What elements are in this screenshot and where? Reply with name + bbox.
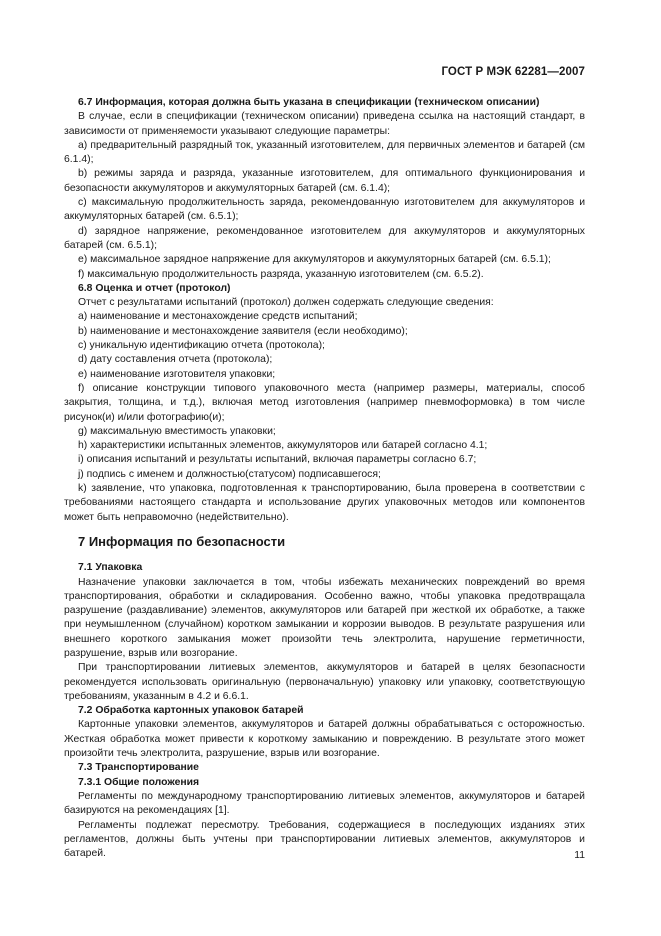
list-item: f) описание конструкции типового упаковочного места (например размеры, материалы, способ закрытия, толщина, и т.д.), включая метод изготовления (например пневмоформовка) в том числе рисунок(и) и/или фотографию(и); bbox=[64, 382, 585, 423]
list-item: b) режимы заряда и разряда, указанные изготовителем, для оптимального функционирования и безопасности аккумуляторов и аккумуляторных батарей (см. 6.1.4); bbox=[64, 168, 585, 194]
list-item: e) наименование изготовителя упаковки; bbox=[78, 368, 276, 380]
list-item: g) максимальную вместимость упаковки; bbox=[78, 425, 276, 437]
paragraph: При транспортировании литиевых элементов, аккумуляторов и батарей в целях безопасности рекомендуется использовать оригинальную (первоначальную) упаковку или упаковку, соответствующую требованиям, указанным в 4.2 и 6.6.1. bbox=[64, 662, 585, 702]
section-heading-7-1: 7.1 Упаковка bbox=[78, 562, 143, 574]
list-item: c) уникальную идентификацию отчета (протокола); bbox=[78, 340, 325, 352]
paragraph: Картонные упаковки элементов, аккумуляторов и батарей должны обрабатываться с осторожностью. Жесткая обработка может привести к короткому замыканию и повреждению. В результате этого может произойти течь электролита, разрушение, взрыв или возгорание. bbox=[64, 719, 585, 760]
paragraph: В случае, если в спецификации (техническом описании) приведена ссылка на настоящий стандарт, в зависимости от применяемости указывают следующие параметры: bbox=[64, 111, 585, 137]
list-item: c) максимальную продолжительность заряда, рекомендованную изготовителем для аккумуляторов и аккумуляторных батарей (см. 6.5.1); bbox=[64, 197, 585, 223]
paragraph: Отчет с результатами испытаний (протокол) должен содержать следующие сведения: bbox=[78, 297, 494, 309]
list-item: h) характеристики испытанных элементов, аккумуляторов или батарей согласно 4.1; bbox=[78, 440, 488, 452]
list-item: b) наименование и местонахождение заявителя (если необходимо); bbox=[78, 325, 408, 337]
section-heading-6-7: 6.7 Информация, которая должна быть указана в спецификации (техническом описании) bbox=[78, 97, 540, 108]
page-number: 11 bbox=[574, 850, 585, 861]
paragraph: Регламенты по международному транспортированию литиевых элементов, аккумуляторов и батарей базируются на рекомендациях [1]. bbox=[64, 790, 585, 817]
section-heading-7-2: 7.2 Обработка картонных упаковок батарей bbox=[78, 705, 304, 717]
paragraph: Регламенты подлежат пересмотру. Требования, содержащиеся в последующих изданиях этих регламентов, должны быть учтены при транспортировании литиевых элементов, аккумуляторов и батарей. bbox=[64, 819, 585, 860]
document-header: ГОСТ Р МЭК 62281—2007 bbox=[441, 66, 585, 78]
list-item: k) заявление, что упаковка, подготовленная к транспортированию, была проверена в соответствии с требованиями настоящего стандарта и использование других упаковочных методов или компонентов может быть неправомочно (недействительно). bbox=[64, 483, 585, 523]
list-item: e) максимальное зарядное напряжение для аккумуляторов и аккумуляторных батарей (см. 6.5.1); bbox=[78, 254, 551, 266]
list-item: f) максимальную продолжительность разряда, указанную изготовителем (см. 6.5.2). bbox=[78, 268, 484, 280]
list-item: a) предварительный разрядный ток, указанный изготовителем, для первичных элементов и батарей (см 6.1.4); bbox=[64, 139, 585, 166]
section-heading-7-3-1: 7.3.1 Общие положения bbox=[78, 776, 200, 788]
list-item: d) дату составления отчета (протокола); bbox=[78, 354, 273, 366]
list-item: j) подпись с именем и должностью(статусом) подписавшегося; bbox=[78, 468, 381, 480]
document-body bbox=[64, 96, 585, 861]
section-heading-6-8: 6.8 Оценка и отчет (протокол) bbox=[78, 282, 231, 294]
chapter-heading-7: 7 Информация по безопасности bbox=[78, 533, 286, 549]
list-item: i) описания испытаний и результаты испытаний, включая параметры согласно 6.7; bbox=[78, 454, 477, 466]
list-item: a) наименование и местонахождение средств испытаний; bbox=[78, 311, 358, 323]
section-heading-7-3: 7.3 Транспортирование bbox=[78, 762, 199, 774]
paragraph: Назначение упаковки заключается в том, чтобы избежать механических повреждений во время транспортирования, обработки и складирования. Особенно важно, чтобы упаковка предотвращала разрушение (раздавливание) элементов, аккумуляторов или батарей при жесткой их обработке, а также при неумышленном (случайном) коротком замыкании и коррозии выводов. В результате разрушения или внешнего короткого замыкания может произойти течь электролита, нарушение герметичности, разрушение, взрыв или возгорание. bbox=[64, 576, 585, 659]
list-item: d) зарядное напряжение, рекомендованное изготовителем для аккумуляторов и аккумуляторных батарей (см. 6.5.1); bbox=[64, 225, 585, 251]
